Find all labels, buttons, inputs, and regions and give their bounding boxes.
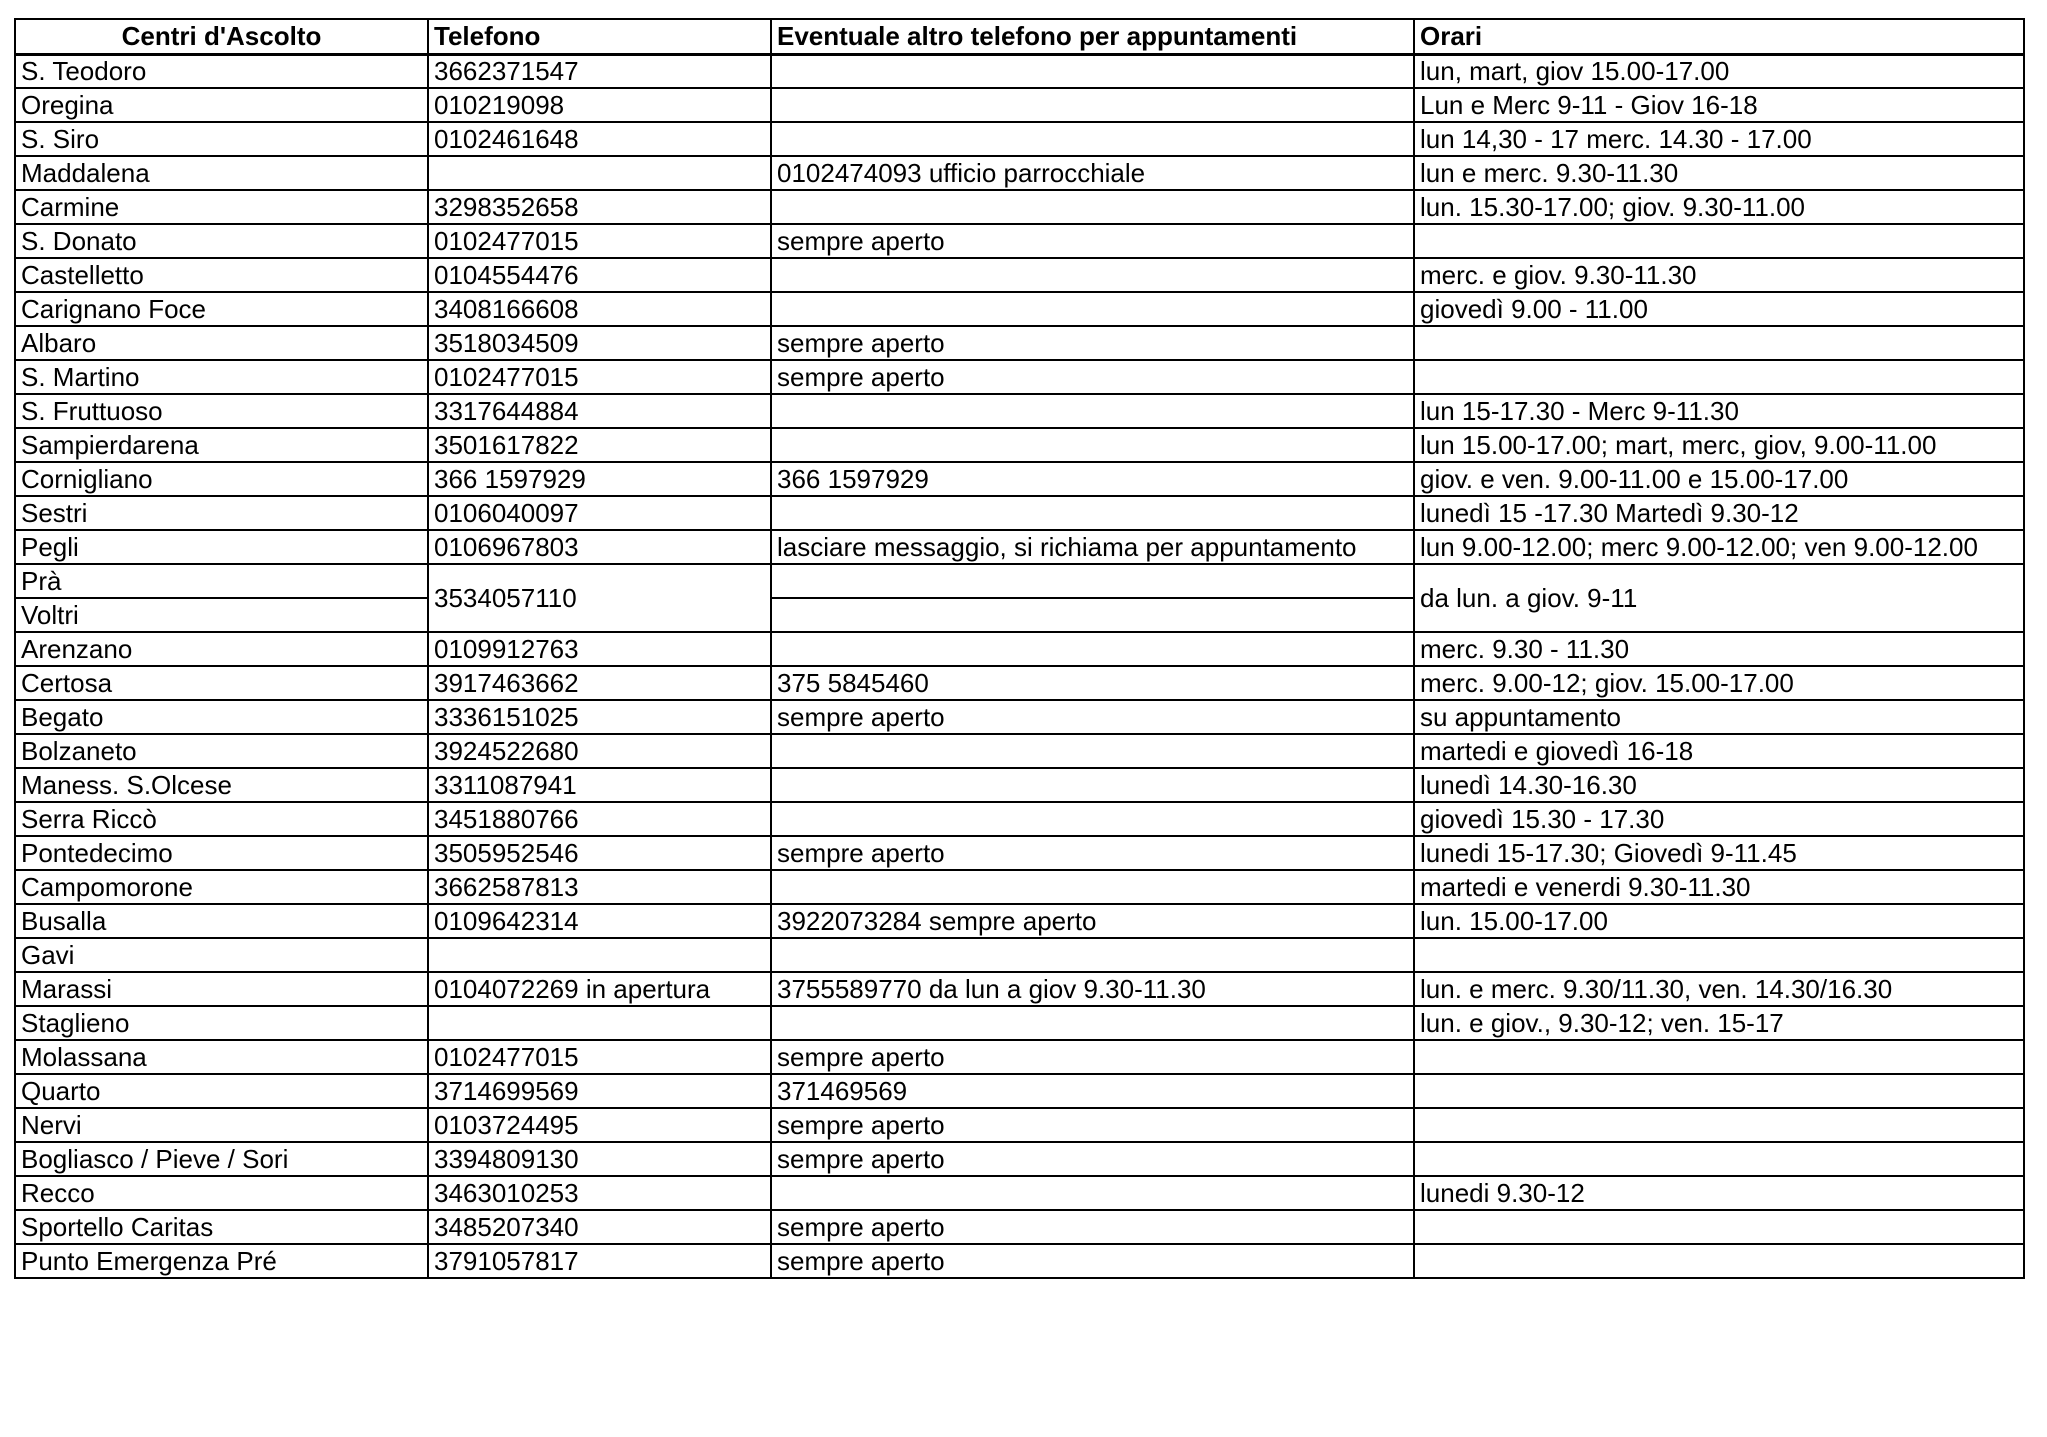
- cell-centro: Bolzaneto: [15, 734, 428, 768]
- cell-telefono: 3451880766: [428, 802, 771, 836]
- cell-altro-telefono: lasciare messaggio, si richiama per appuntamento: [771, 530, 1414, 564]
- cell-centro: Certosa: [15, 666, 428, 700]
- table-row: [15, 768, 2024, 802]
- cell-telefono: 0102461648: [428, 122, 771, 156]
- cell-centro: Cornigliano: [15, 462, 428, 496]
- cell-centro: Prà: [15, 564, 428, 598]
- cell-altro-telefono: [771, 768, 1414, 802]
- cell-centro: Recco: [15, 1176, 428, 1210]
- cell-centro: Molassana: [15, 1040, 428, 1074]
- cell-altro-telefono: [771, 190, 1414, 224]
- cell-telefono: 0106967803: [428, 530, 771, 564]
- cell-centro: S. Siro: [15, 122, 428, 156]
- header-orari: Orari: [1414, 19, 2024, 54]
- cell-telefono: 3662371547: [428, 54, 771, 88]
- table-row: [15, 462, 2024, 496]
- header-telefono: Telefono: [428, 19, 771, 54]
- cell-telefono: 3485207340: [428, 1210, 771, 1244]
- cell-telefono: 0104554476: [428, 258, 771, 292]
- cell-telefono: 366 1597929: [428, 462, 771, 496]
- cell-telefono: 3791057817: [428, 1244, 771, 1278]
- header-altro-telefono: Eventuale altro telefono per appuntamenti: [771, 19, 1414, 54]
- cell-orari: [1414, 938, 2024, 972]
- cell-orari: giovedì 15.30 - 17.30: [1414, 802, 2024, 836]
- table-row: [15, 292, 2024, 326]
- cell-orari: lun e merc. 9.30-11.30: [1414, 156, 2024, 190]
- cell-centro: S. Fruttuoso: [15, 394, 428, 428]
- cell-orari: [1414, 1040, 2024, 1074]
- cell-altro-telefono: [771, 1006, 1414, 1040]
- cell-altro-telefono: [771, 122, 1414, 156]
- cell-telefono: 3501617822: [428, 428, 771, 462]
- cell-centro: Sportello Caritas: [15, 1210, 428, 1244]
- cell-altro-telefono: [771, 88, 1414, 122]
- cell-altro-telefono: [771, 598, 1414, 632]
- cell-altro-telefono: [771, 938, 1414, 972]
- table-row: [15, 258, 2024, 292]
- centri-ascolto-table: [14, 18, 2025, 1279]
- table-row: [15, 496, 2024, 530]
- table-row: [15, 972, 2024, 1006]
- cell-altro-telefono: [771, 632, 1414, 666]
- table-row: [15, 1006, 2024, 1040]
- cell-orari: lun. 15.00-17.00: [1414, 904, 2024, 938]
- table-row: [15, 836, 2024, 870]
- cell-centro: Sampierdarena: [15, 428, 428, 462]
- cell-centro: Staglieno: [15, 1006, 428, 1040]
- cell-orari: lun. e giov., 9.30-12; ven. 15-17: [1414, 1006, 2024, 1040]
- cell-telefono: 3311087941: [428, 768, 771, 802]
- table-row: [15, 1074, 2024, 1108]
- cell-altro-telefono: sempre aperto: [771, 1108, 1414, 1142]
- cell-orari: lunedì 14.30-16.30: [1414, 768, 2024, 802]
- cell-orari: lun 15.00-17.00; mart, merc, giov, 9.00-11.00: [1414, 428, 2024, 462]
- cell-telefono: 3298352658: [428, 190, 771, 224]
- cell-centro: Gavi: [15, 938, 428, 972]
- cell-telefono: 3518034509: [428, 326, 771, 360]
- cell-altro-telefono: [771, 54, 1414, 88]
- cell-altro-telefono: sempre aperto: [771, 1142, 1414, 1176]
- cell-telefono: 0109642314: [428, 904, 771, 938]
- cell-altro-telefono: 366 1597929: [771, 462, 1414, 496]
- cell-orari: [1414, 224, 2024, 258]
- cell-altro-telefono: sempre aperto: [771, 326, 1414, 360]
- table-row: [15, 224, 2024, 258]
- cell-centro: S. Donato: [15, 224, 428, 258]
- table-row: [15, 1040, 2024, 1074]
- cell-telefono: [428, 156, 771, 190]
- table-row: [15, 1176, 2024, 1210]
- cell-orari: [1414, 1142, 2024, 1176]
- cell-centro: Campomorone: [15, 870, 428, 904]
- cell-orari: su appuntamento: [1414, 700, 2024, 734]
- cell-orari: martedi e venerdi 9.30-11.30: [1414, 870, 2024, 904]
- cell-telefono: 3714699569: [428, 1074, 771, 1108]
- cell-centro: Maness. S.Olcese: [15, 768, 428, 802]
- cell-altro-telefono: [771, 870, 1414, 904]
- cell-altro-telefono: sempre aperto: [771, 700, 1414, 734]
- cell-centro: Oregina: [15, 88, 428, 122]
- cell-altro-telefono: [771, 564, 1414, 598]
- table-row: [15, 122, 2024, 156]
- cell-orari: [1414, 1108, 2024, 1142]
- cell-centro: Pontedecimo: [15, 836, 428, 870]
- cell-altro-telefono: sempre aperto: [771, 224, 1414, 258]
- cell-altro-telefono: 3922073284 sempre aperto: [771, 904, 1414, 938]
- cell-altro-telefono: [771, 496, 1414, 530]
- cell-centro: Castelletto: [15, 258, 428, 292]
- cell-orari: [1414, 360, 2024, 394]
- cell-centro: Serra Riccò: [15, 802, 428, 836]
- cell-centro: Maddalena: [15, 156, 428, 190]
- cell-telefono: [428, 938, 771, 972]
- cell-orari: merc. 9.00-12; giov. 15.00-17.00: [1414, 666, 2024, 700]
- cell-centro: Punto Emergenza Pré: [15, 1244, 428, 1278]
- cell-telefono: 3317644884: [428, 394, 771, 428]
- table-row: [15, 360, 2024, 394]
- table-row: [15, 394, 2024, 428]
- cell-centro: Sestri: [15, 496, 428, 530]
- cell-altro-telefono: [771, 292, 1414, 326]
- cell-centro: Pegli: [15, 530, 428, 564]
- table-row: [15, 870, 2024, 904]
- table-row: [15, 938, 2024, 972]
- cell-telefono: 3463010253: [428, 1176, 771, 1210]
- cell-telefono: 3534057110: [428, 564, 771, 632]
- cell-centro: Busalla: [15, 904, 428, 938]
- cell-altro-telefono: [771, 394, 1414, 428]
- cell-centro: Albaro: [15, 326, 428, 360]
- table-row: [15, 54, 2024, 88]
- cell-orari: Lun e Merc 9-11 - Giov 16-18: [1414, 88, 2024, 122]
- table-row: [15, 734, 2024, 768]
- cell-telefono: 0102477015: [428, 224, 771, 258]
- cell-altro-telefono: 3755589770 da lun a giov 9.30-11.30: [771, 972, 1414, 1006]
- table-body: [15, 54, 2024, 1278]
- cell-altro-telefono: [771, 734, 1414, 768]
- cell-altro-telefono: [771, 802, 1414, 836]
- table-header: [15, 19, 2024, 54]
- cell-centro: Bogliasco / Pieve / Sori: [15, 1142, 428, 1176]
- table-row: [15, 700, 2024, 734]
- cell-altro-telefono: 375 5845460: [771, 666, 1414, 700]
- table-row: [15, 666, 2024, 700]
- cell-centro: Marassi: [15, 972, 428, 1006]
- cell-centro: Quarto: [15, 1074, 428, 1108]
- table-row: [15, 564, 2024, 598]
- table-row: [15, 904, 2024, 938]
- cell-altro-telefono: 371469569: [771, 1074, 1414, 1108]
- cell-centro: S. Teodoro: [15, 54, 428, 88]
- cell-orari: lun. 15.30-17.00; giov. 9.30-11.00: [1414, 190, 2024, 224]
- cell-altro-telefono: sempre aperto: [771, 836, 1414, 870]
- cell-telefono: 0102477015: [428, 1040, 771, 1074]
- cell-orari: merc. e giov. 9.30-11.30: [1414, 258, 2024, 292]
- cell-orari: [1414, 1244, 2024, 1278]
- table-row: [15, 530, 2024, 564]
- table-row: [15, 428, 2024, 462]
- cell-centro: Nervi: [15, 1108, 428, 1142]
- table-row: [15, 88, 2024, 122]
- cell-altro-telefono: [771, 258, 1414, 292]
- header-row: [15, 19, 2024, 54]
- cell-telefono: [428, 1006, 771, 1040]
- cell-centro: Begato: [15, 700, 428, 734]
- header-centri: Centri d'Ascolto: [15, 19, 428, 54]
- cell-altro-telefono: sempre aperto: [771, 1040, 1414, 1074]
- cell-altro-telefono: 0102474093 ufficio parrocchiale: [771, 156, 1414, 190]
- cell-telefono: 0102477015: [428, 360, 771, 394]
- cell-centro: Arenzano: [15, 632, 428, 666]
- cell-orari: giovedì 9.00 - 11.00: [1414, 292, 2024, 326]
- cell-centro: Carmine: [15, 190, 428, 224]
- table-row: [15, 1108, 2024, 1142]
- cell-orari: lun. e merc. 9.30/11.30, ven. 14.30/16.30: [1414, 972, 2024, 1006]
- cell-telefono: 0106040097: [428, 496, 771, 530]
- cell-centro: S. Martino: [15, 360, 428, 394]
- cell-orari: giov. e ven. 9.00-11.00 e 15.00-17.00: [1414, 462, 2024, 496]
- cell-orari: [1414, 326, 2024, 360]
- cell-telefono: 0109912763: [428, 632, 771, 666]
- table-row: [15, 190, 2024, 224]
- cell-telefono: 010219098: [428, 88, 771, 122]
- table-row: [15, 632, 2024, 666]
- cell-altro-telefono: sempre aperto: [771, 360, 1414, 394]
- cell-orari: lunedi 9.30-12: [1414, 1176, 2024, 1210]
- cell-centro: Voltri: [15, 598, 428, 632]
- cell-orari: lunedi 15-17.30; Giovedì 9-11.45: [1414, 836, 2024, 870]
- cell-orari: lun, mart, giov 15.00-17.00: [1414, 54, 2024, 88]
- cell-telefono: 3505952546: [428, 836, 771, 870]
- table-row: [15, 1210, 2024, 1244]
- cell-telefono: 3917463662: [428, 666, 771, 700]
- table-row: [15, 802, 2024, 836]
- cell-telefono: 3394809130: [428, 1142, 771, 1176]
- cell-altro-telefono: sempre aperto: [771, 1244, 1414, 1278]
- cell-orari: merc. 9.30 - 11.30: [1414, 632, 2024, 666]
- cell-orari: [1414, 1210, 2024, 1244]
- cell-orari: lunedì 15 -17.30 Martedì 9.30-12: [1414, 496, 2024, 530]
- cell-altro-telefono: sempre aperto: [771, 1210, 1414, 1244]
- cell-telefono: 0104072269 in apertura: [428, 972, 771, 1006]
- cell-telefono: 3408166608: [428, 292, 771, 326]
- cell-centro: Carignano Foce: [15, 292, 428, 326]
- table-row: [15, 156, 2024, 190]
- cell-altro-telefono: [771, 428, 1414, 462]
- cell-orari: [1414, 1074, 2024, 1108]
- cell-orari: martedi e giovedì 16-18: [1414, 734, 2024, 768]
- table-row: [15, 1142, 2024, 1176]
- cell-altro-telefono: [771, 1176, 1414, 1210]
- cell-telefono: 3662587813: [428, 870, 771, 904]
- table-row: [15, 326, 2024, 360]
- table-row: [15, 1244, 2024, 1278]
- cell-telefono: 3336151025: [428, 700, 771, 734]
- cell-orari: lun 9.00-12.00; merc 9.00-12.00; ven 9.00-12.00: [1414, 530, 2024, 564]
- cell-orari: lun 14,30 - 17 merc. 14.30 - 17.00: [1414, 122, 2024, 156]
- cell-telefono: 3924522680: [428, 734, 771, 768]
- cell-telefono: 0103724495: [428, 1108, 771, 1142]
- cell-orari: lun 15-17.30 - Merc 9-11.30: [1414, 394, 2024, 428]
- cell-orari: da lun. a giov. 9-11: [1414, 564, 2024, 632]
